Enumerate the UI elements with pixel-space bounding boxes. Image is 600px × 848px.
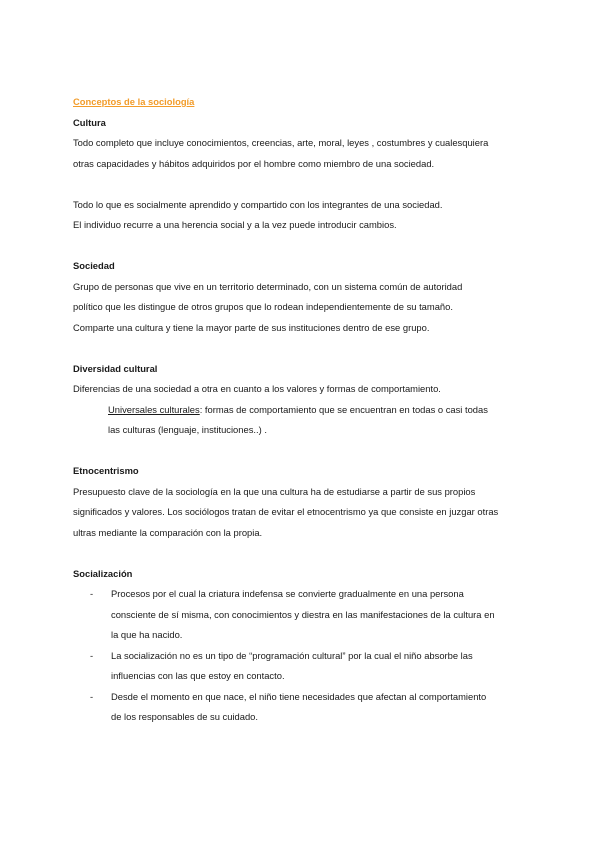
cultura-text-line: otras capacidades y hábitos adquiridos por el hombre como miembro de una sociedad. <box>73 157 435 169</box>
etnocentrismo-text-line: significados y valores. Los sociólogos tratan de evitar el etnocentrismo ya que consiste en juzgar otras <box>73 506 499 517</box>
universales-culturales-def: : formas de comportamiento que se encuentran en todas o casi todas <box>199 403 488 415</box>
list-item <box>73 646 540 687</box>
etnocentrismo-text-line: Presupuesto clave de la sociología en la que una cultura ha de estudiarse a partir de sus propios <box>73 485 476 497</box>
sociedad-text-line: político que les distingue de otros grupos que lo rodean independientemente de su tamaño. <box>73 301 453 312</box>
list-item-line: consciente de sí misma, con conocimientos y diestra en las manifestaciones de la cultura en <box>111 608 495 620</box>
list-item-line: La socialización no es un tipo de “programación cultural” por la cual el niño absorbe las <box>111 649 473 661</box>
bullet-dash: - <box>90 649 94 661</box>
spacer <box>73 236 540 257</box>
list-item-line: Procesos por el cual la criatura indefensa se convierte gradualmente en una persona <box>111 588 464 599</box>
universales-culturales-def-line: las culturas (lenguaje, instituciones..) . <box>108 424 267 435</box>
diversidad-text-line: Diferencias de una sociedad a otra en cuanto a los valores y formas de comportamiento. <box>73 383 441 394</box>
sociedad-text-line: Grupo de personas que vive en un territorio determinado, con un sistema común de autoridad <box>73 280 463 292</box>
heading-sociedad: Sociedad <box>73 260 115 271</box>
list-item <box>73 584 540 646</box>
heading-socializacion: Socialización <box>73 567 133 579</box>
document-title: Conceptos de la sociología <box>73 96 195 107</box>
universales-culturales-definition <box>73 400 540 421</box>
heading-etnocentrismo: Etnocentrismo <box>73 465 139 476</box>
list-item-line: la que ha nacido. <box>111 629 183 640</box>
list-item <box>73 687 540 728</box>
spacer <box>73 338 540 359</box>
spacer <box>73 174 540 195</box>
etnocentrismo-text-line: ultras mediante la comparación con la propia. <box>73 526 263 538</box>
heading-diversidad-cultural: Diversidad cultural <box>73 362 158 374</box>
spacer <box>73 441 540 462</box>
cultura-text-line: Todo completo que incluye conocimientos, creencias, arte, moral, leyes , costumbres y cualesquiera <box>73 137 489 148</box>
socializacion-list <box>73 584 540 728</box>
bullet-dash: - <box>90 588 94 599</box>
list-item-line: Desde el momento en que nace, el niño tiene necesidades que afectan al comportamiento <box>111 690 487 702</box>
bullet-dash: - <box>90 690 94 702</box>
list-item-line: influencias con las que estoy en contacto. <box>111 670 285 681</box>
heading-cultura: Cultura <box>73 116 106 128</box>
cultura-text-line: Todo lo que es socialmente aprendido y compartido con los integrantes de una sociedad. <box>73 198 443 210</box>
list-item-line: de los responsables de su cuidado. <box>111 711 258 722</box>
sociedad-text-line: Comparte una cultura y tiene la mayor parte de sus instituciones dentro de ese grupo. <box>73 321 430 333</box>
universales-culturales-term: Universales culturales <box>108 403 200 415</box>
spacer <box>73 543 540 564</box>
cultura-text-line: El individuo recurre a una herencia social y a la vez puede introducir cambios. <box>73 219 397 230</box>
